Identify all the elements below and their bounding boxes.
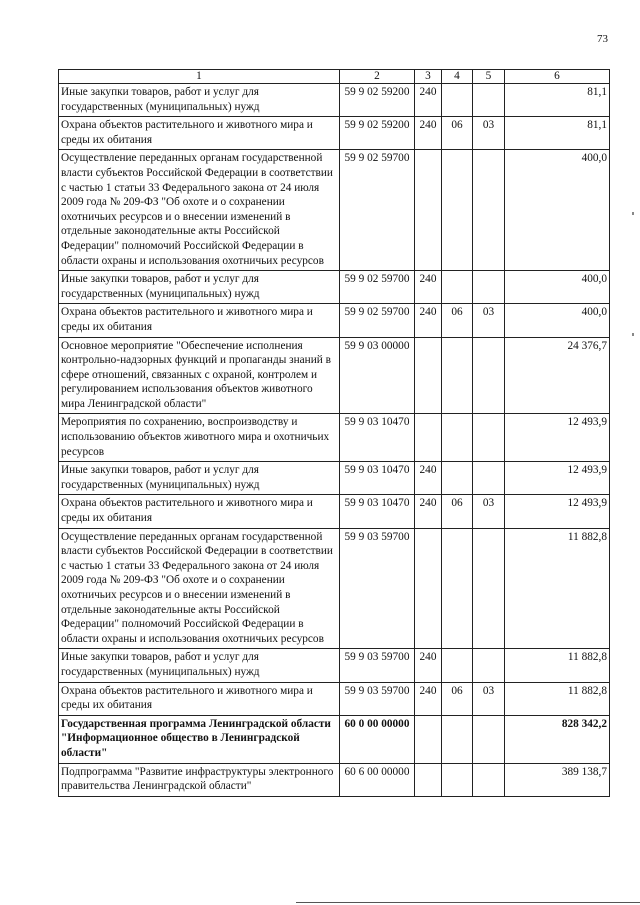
row-name-cell: Иные закупки товаров, работ и услуг для государственных (муниципальных) нужд: [59, 84, 340, 117]
row-name-cell: Государственная программа Ленинградской области "Информационное общество в Ленинградской области": [59, 715, 340, 763]
row-subsection-cell: 03: [473, 682, 505, 715]
row-code-cell: 59 9 02 59700: [340, 150, 415, 271]
row-section-cell: [442, 649, 473, 682]
row-section-cell: [442, 763, 473, 796]
row-section-cell: [442, 414, 473, 462]
header-row: [59, 70, 610, 84]
header-col-3: 3: [415, 70, 442, 84]
row-code-cell: 60 6 00 00000: [340, 763, 415, 796]
row-code-cell: 59 9 02 59700: [340, 304, 415, 337]
table-row: [59, 715, 610, 763]
row-subsection-cell: [473, 528, 505, 649]
row-name-cell: Охрана объектов растительного и животного мира и среды их обитания: [59, 117, 340, 150]
row-section-cell: [442, 528, 473, 649]
row-subsection-cell: 03: [473, 117, 505, 150]
row-name-cell: Охрана объектов растительного и животного мира и среды их обитания: [59, 682, 340, 715]
row-subsection-cell: 03: [473, 304, 505, 337]
row-amount-cell: 12 493,9: [505, 462, 610, 495]
row-expense-type-cell: 240: [415, 682, 442, 715]
scan-edge-mark: [632, 212, 634, 215]
row-section-cell: 06: [442, 304, 473, 337]
budget-table: [58, 69, 610, 797]
row-code-cell: 59 9 03 59700: [340, 682, 415, 715]
row-code-cell: 59 9 02 59200: [340, 117, 415, 150]
table-row: [59, 763, 610, 796]
row-code-cell: 59 9 03 10470: [340, 414, 415, 462]
row-amount-cell: 12 493,9: [505, 414, 610, 462]
row-name-cell: Подпрограмма "Развитие инфраструктуры электронного правительства Ленинградской области": [59, 763, 340, 796]
row-section-cell: [442, 271, 473, 304]
row-expense-type-cell: [415, 715, 442, 763]
row-code-cell: 59 9 03 59700: [340, 528, 415, 649]
table-row: [59, 649, 610, 682]
row-section-cell: 06: [442, 117, 473, 150]
row-name-cell: Основное мероприятие "Обеспечение исполнения контрольно-надзорных функций и пропаганды знаний в сфере отношений, связанных с охраной, контролем и регулированием использования объектов животного мира Ленинградской области": [59, 337, 340, 414]
row-expense-type-cell: 240: [415, 462, 442, 495]
row-amount-cell: 12 493,9: [505, 495, 610, 528]
table-row: [59, 117, 610, 150]
row-expense-type-cell: 240: [415, 304, 442, 337]
table-row: [59, 682, 610, 715]
header-col-6: 6: [505, 70, 610, 84]
header-col-4: 4: [442, 70, 473, 84]
row-code-cell: 59 9 03 10470: [340, 495, 415, 528]
row-subsection-cell: [473, 150, 505, 271]
row-amount-cell: 389 138,7: [505, 763, 610, 796]
row-expense-type-cell: [415, 763, 442, 796]
table-row: [59, 414, 610, 462]
row-code-cell: 59 9 02 59200: [340, 84, 415, 117]
row-name-cell: Охрана объектов растительного и животного мира и среды их обитания: [59, 304, 340, 337]
row-name-cell: Осуществление переданных органам государственной власти субъектов Российской Федерации в соответствии с частью 1 статьи 33 Федерального закона от 24 июля 2009 года № 209-ФЗ "Об охоте и о сохранении охотничьих ресурсов и о внесении изменений в отдельные законодательные акты Российской Федерации" полномочий Российской Федерации в области охраны и использования охотничьих ресурсов: [59, 528, 340, 649]
row-subsection-cell: [473, 462, 505, 495]
table-row: [59, 337, 610, 414]
row-amount-cell: 11 882,8: [505, 649, 610, 682]
scan-edge-mark: [632, 333, 634, 336]
table-row: [59, 84, 610, 117]
header-col-2: 2: [340, 70, 415, 84]
row-section-cell: [442, 150, 473, 271]
row-subsection-cell: [473, 763, 505, 796]
row-expense-type-cell: 240: [415, 117, 442, 150]
row-amount-cell: 24 376,7: [505, 337, 610, 414]
table-header: [59, 70, 610, 84]
row-section-cell: [442, 462, 473, 495]
row-expense-type-cell: 240: [415, 271, 442, 304]
row-name-cell: Иные закупки товаров, работ и услуг для государственных (муниципальных) нужд: [59, 271, 340, 304]
row-name-cell: Иные закупки товаров, работ и услуг для государственных (муниципальных) нужд: [59, 462, 340, 495]
row-expense-type-cell: 240: [415, 495, 442, 528]
row-name-cell: Осуществление переданных органам государственной власти субъектов Российской Федерации в соответствии с частью 1 статьи 33 Федерального закона от 24 июля 2009 года № 209-ФЗ "Об охоте и о сохранении охотничьих ресурсов и о внесении изменений в отдельные законодательные акты Российской Федерации" полномочий Российской Федерации в области охраны и использования охотничьих ресурсов: [59, 150, 340, 271]
row-code-cell: 59 9 03 59700: [340, 649, 415, 682]
row-subsection-cell: [473, 414, 505, 462]
row-code-cell: 59 9 03 00000: [340, 337, 415, 414]
row-name-cell: Мероприятия по сохранению, воспроизводству и использованию объектов животного мира и охотничьих ресурсов: [59, 414, 340, 462]
row-section-cell: [442, 715, 473, 763]
row-section-cell: [442, 337, 473, 414]
table-row: [59, 304, 610, 337]
row-section-cell: [442, 84, 473, 117]
row-expense-type-cell: [415, 337, 442, 414]
row-expense-type-cell: [415, 150, 442, 271]
row-expense-type-cell: [415, 528, 442, 649]
table-row: [59, 462, 610, 495]
table-row: [59, 495, 610, 528]
row-expense-type-cell: 240: [415, 84, 442, 117]
row-subsection-cell: [473, 84, 505, 117]
row-expense-type-cell: [415, 414, 442, 462]
row-amount-cell: 11 882,8: [505, 528, 610, 649]
row-section-cell: 06: [442, 495, 473, 528]
row-amount-cell: 400,0: [505, 271, 610, 304]
row-expense-type-cell: 240: [415, 649, 442, 682]
row-amount-cell: 81,1: [505, 117, 610, 150]
row-subsection-cell: [473, 337, 505, 414]
row-section-cell: 06: [442, 682, 473, 715]
row-subsection-cell: 03: [473, 495, 505, 528]
row-subsection-cell: [473, 649, 505, 682]
row-code-cell: 60 0 00 00000: [340, 715, 415, 763]
row-name-cell: Иные закупки товаров, работ и услуг для государственных (муниципальных) нужд: [59, 649, 340, 682]
row-amount-cell: 81,1: [505, 84, 610, 117]
table-body: [59, 84, 610, 797]
row-amount-cell: 828 342,2: [505, 715, 610, 763]
header-col-1: 1: [59, 70, 340, 84]
header-col-5: 5: [473, 70, 505, 84]
row-code-cell: 59 9 02 59700: [340, 271, 415, 304]
table-row: [59, 150, 610, 271]
row-amount-cell: 400,0: [505, 304, 610, 337]
row-subsection-cell: [473, 715, 505, 763]
table-row: [59, 528, 610, 649]
row-amount-cell: 11 882,8: [505, 682, 610, 715]
row-name-cell: Охрана объектов растительного и животного мира и среды их обитания: [59, 495, 340, 528]
scan-bottom-line: [296, 902, 640, 903]
row-subsection-cell: [473, 271, 505, 304]
page-number: 73: [597, 33, 608, 45]
row-code-cell: 59 9 03 10470: [340, 462, 415, 495]
row-amount-cell: 400,0: [505, 150, 610, 271]
table-row: [59, 271, 610, 304]
